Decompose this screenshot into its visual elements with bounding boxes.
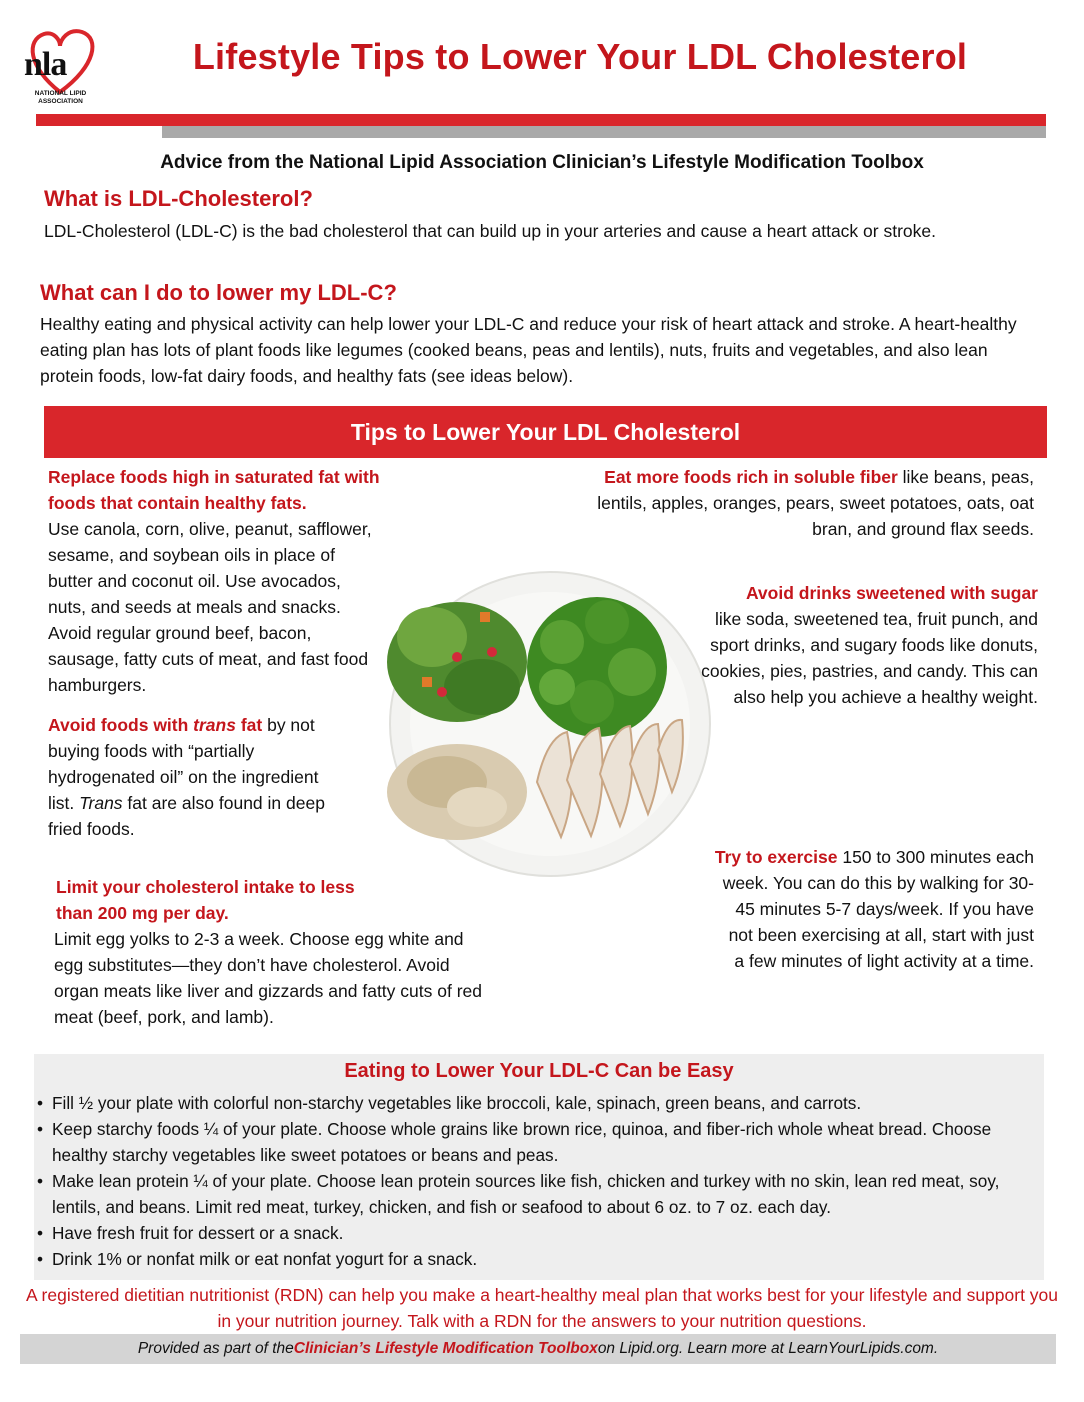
text-what-can-i-do: Healthy eating and physical activity can help lower your LDL-C and reduce your risk of heart attack and stroke. A heart-healthy eating plan has lots of plant foods like legumes (cooked beans, peas and lentils), nuts, fruits and vegetables, and also lean protein foods, low-fat dairy foods, and healthy fats (see ideas below). (40, 314, 1017, 386)
list-item: • Have fresh fruit for dessert or a snack. (37, 1223, 344, 1243)
easy-tips-title: Eating to Lower Your LDL-C Can be Easy (344, 1060, 734, 1082)
footer-pre: Provided as part of the (137, 1340, 294, 1357)
tip-trans-fat-body-2: Trans (79, 793, 123, 813)
logo-text: nla (24, 46, 67, 83)
tip-cholesterol-body: Limit egg yolks to 2-3 a week. Choose egg white and egg substitutes—they don’t have cholesterol. Avoid organ meats like liver and gizzards and fatty cuts of red meat (beef, pork, and lamb). (54, 929, 482, 1027)
header-gray-bar (162, 126, 1046, 138)
healthy-plate-image (362, 552, 742, 892)
tip-trans-fat-lead-1: Avoid foods with (48, 715, 194, 735)
easy-tips-list (34, 1090, 1044, 1272)
tip-saturated-fat-body: Use canola, corn, olive, peanut, safflower, sesame, and soybean oils in place of butter and coconut oil. Use avocados, nuts, and seeds at meals and snacks. Avoid regular ground beef, bacon, sausage, fatty cuts of meat, and fast food hamburgers. (48, 519, 372, 695)
footer-toolbox-link[interactable]: Clinician’s Lifestyle Modification Toolbox (293, 1340, 598, 1357)
tip-soluble-fiber (570, 464, 1034, 542)
list-item: • Make lean protein ¼ of your plate. Choose lean protein sources like fish, chicken and turkey with no skin, lean red meat, soy, lentils, and beans. Limit red meat, turkey, chicken, and fish or seafood to about 6 oz. to 7 oz. each day. (37, 1171, 1000, 1217)
tip-cholesterol-lead: Limit your cholesterol intake to less than 200 mg per day. (56, 877, 355, 923)
list-item: • Fill ½ your plate with colorful non-starchy vegetables like broccoli, kale, spinach, green beans, and carrots. (37, 1093, 862, 1113)
nla-logo (18, 22, 103, 112)
tip-trans-fat (48, 712, 338, 842)
tip-exercise-body: 150 to 300 minutes each week. You can do this by walking for 30-45 minutes 5-7 days/week. If you have not been exercising at all, start with just a few minutes of light activity at a time. (722, 847, 1034, 971)
footer-post: on Lipid.org. Learn more at LearnYourLipids.com. (597, 1340, 939, 1357)
tip-trans-fat-lead-3: fat (235, 715, 263, 735)
tip-soluble-fiber-lead: Eat more foods rich in soluble fiber (604, 467, 898, 487)
tip-trans-fat-body-1: by not buying foods with “partially hydrogenated oil” on the ingredient list. (48, 715, 319, 813)
tip-exercise-lead: Try to exercise (714, 847, 838, 867)
tip-exercise (714, 844, 1034, 974)
tip-sugar-drinks-body: like soda, sweetened tea, fruit punch, and sport drinks, and sugary foods like donuts, cookies, pies, pastries, and candy. This can also help you achieve a healthy weight. (701, 609, 1038, 707)
tip-cholesterol (56, 874, 496, 1030)
heading-what-can-i-do: What can I do to lower my LDL-C? (40, 280, 397, 305)
rdn-note: A registered dietitian nutritionist (RDN) can help you make a heart-healthy meal plan that works best for your lifestyle and support you in your nutrition journey. Talk with a RDN for the answers to your nutrition questions. (25, 1285, 1059, 1331)
text-what-is-ldl: LDL-Cholesterol (LDL-C) is the bad cholesterol that can build up in your arteries and cause a heart attack or stroke. (44, 221, 936, 241)
logo-subtext-1: NATIONAL LIPID (34, 90, 87, 97)
logo-subtext-2: ASSOCIATION (38, 98, 83, 105)
footer (20, 1334, 1056, 1364)
tip-soluble-fiber-body: like beans, peas, lentils, apples, oranges, pears, sweet potatoes, oats, oat bran, and ground flax seeds. (597, 467, 1034, 539)
header-red-bar (36, 114, 1046, 126)
subtitle: Advice from the National Lipid Association Clinician’s Lifestyle Modification Toolbox (160, 152, 924, 173)
tips-banner: Tips to Lower Your LDL Cholesterol (44, 406, 1047, 458)
list-item: • Drink 1% or nonfat milk or eat nonfat yogurt for a snack. (37, 1249, 478, 1269)
tip-trans-fat-lead-2: trans (193, 715, 236, 735)
page-title: Lifestyle Tips to Lower Your LDL Cholesterol (192, 36, 968, 77)
tip-sugar-drinks-lead: Avoid drinks sweetened with sugar (745, 583, 1038, 603)
tip-sugar-drinks (700, 580, 1038, 710)
tip-saturated-fat (48, 464, 418, 698)
tip-trans-fat-body-3: fat are also found in deep fried foods. (48, 793, 325, 839)
tip-saturated-fat-lead: Replace foods high in saturated fat with foods that contain healthy fats. (48, 467, 380, 513)
heading-what-is-ldl: What is LDL-Cholesterol? (44, 186, 313, 211)
list-item: • Keep starchy foods ¼ of your plate. Choose whole grains like brown rice, quinoa, and fiber-rich whole wheat bread. Choose healthy starchy vegetables like sweet potatoes or beans and peas. (37, 1119, 992, 1165)
